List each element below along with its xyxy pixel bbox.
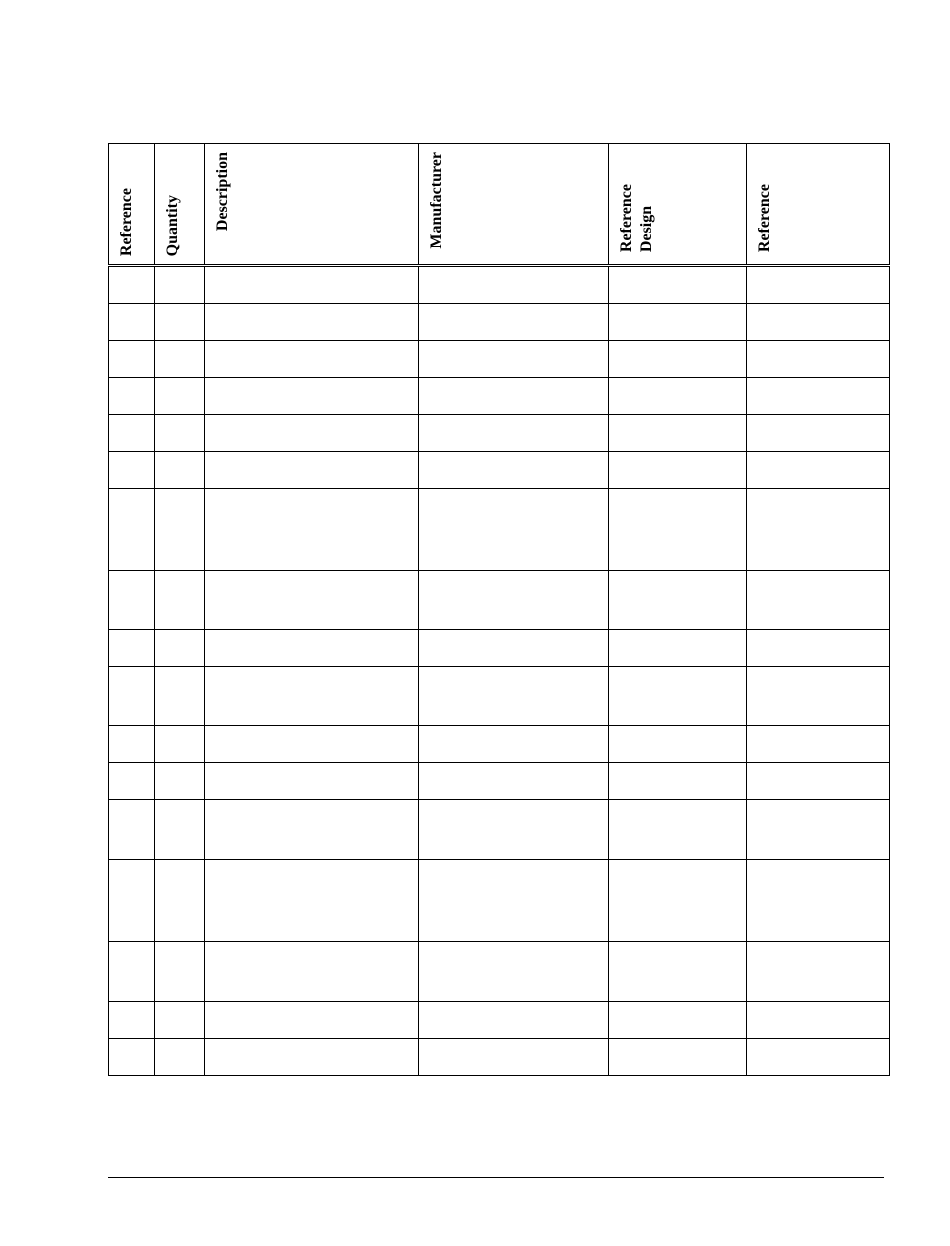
cell [155,1039,205,1076]
table-row [109,1002,890,1039]
table-row [109,266,890,304]
cell [155,571,205,630]
table-row [109,489,890,571]
cell [205,452,419,489]
cell [419,378,609,415]
cell [155,667,205,726]
cell [109,378,155,415]
cell [155,378,205,415]
cell [109,489,155,571]
cell [747,304,890,341]
table-row [109,415,890,452]
cell [205,571,419,630]
cell [609,378,747,415]
table-row [109,1039,890,1076]
table-row [109,378,890,415]
cell [419,571,609,630]
cell [205,378,419,415]
cell [109,304,155,341]
cell [419,304,609,341]
cell [155,341,205,378]
bill-of-materials-table [108,143,890,1076]
header-manufacturer: Manufacturer [419,144,609,266]
cell [155,452,205,489]
cell [747,942,890,1002]
cell [109,860,155,942]
cell [109,800,155,860]
cell [109,266,155,304]
cell [419,667,609,726]
cell [419,266,609,304]
cell [419,800,609,860]
cell [109,1039,155,1076]
cell [609,630,747,667]
cell [205,800,419,860]
header-description: Description [205,144,419,266]
cell [109,571,155,630]
cell [747,763,890,800]
cell [747,452,890,489]
cell [419,763,609,800]
cell [609,452,747,489]
cell [205,304,419,341]
cell [155,630,205,667]
cell [155,800,205,860]
table-row [109,304,890,341]
cell [205,630,419,667]
cell [419,341,609,378]
cell [609,860,747,942]
cell [747,571,890,630]
cell [609,726,747,763]
cell [109,415,155,452]
cell [419,630,609,667]
table-row [109,667,890,726]
cell [205,763,419,800]
cell [155,266,205,304]
cell [419,452,609,489]
cell [205,726,419,763]
cell [109,726,155,763]
cell [747,266,890,304]
cell [109,452,155,489]
cell [205,1002,419,1039]
table-row [109,800,890,860]
table-row [109,860,890,942]
header-reference-design: Reference Design [609,144,747,266]
cell [419,1039,609,1076]
cell [419,1002,609,1039]
cell [205,942,419,1002]
cell [609,800,747,860]
cell [609,489,747,571]
table-row [109,341,890,378]
header-reference: Reference [109,144,155,266]
table-header-row [109,144,890,266]
cell [109,667,155,726]
cell [747,726,890,763]
header-quantity: Quantity [155,144,205,266]
cell [205,266,419,304]
cell [609,266,747,304]
cell [155,942,205,1002]
cell [109,1002,155,1039]
cell [747,489,890,571]
cell [747,1002,890,1039]
cell [419,860,609,942]
cell [747,341,890,378]
cell [609,341,747,378]
table-row [109,452,890,489]
cell [205,341,419,378]
header-reference-2: Reference [747,144,890,266]
cell [609,304,747,341]
cell [155,489,205,571]
cell [109,341,155,378]
cell [155,763,205,800]
cell [747,630,890,667]
cell [155,304,205,341]
cell [609,942,747,1002]
cell [747,1039,890,1076]
cell [109,763,155,800]
cell [155,860,205,942]
cell [609,1002,747,1039]
cell [609,415,747,452]
cell [747,378,890,415]
cell [419,489,609,571]
cell [747,415,890,452]
table-row [109,630,890,667]
cell [609,571,747,630]
table-row [109,763,890,800]
cell [155,415,205,452]
table-row [109,571,890,630]
cell [419,726,609,763]
cell [205,489,419,571]
cell [419,415,609,452]
table-row [109,726,890,763]
cell [747,667,890,726]
table-body [109,266,890,1076]
cell [155,726,205,763]
cell [609,763,747,800]
table-row [109,942,890,1002]
footer-rule [108,1177,884,1178]
cell [609,1039,747,1076]
cell [205,667,419,726]
cell [205,1039,419,1076]
cell [205,860,419,942]
cell [609,667,747,726]
cell [109,630,155,667]
cell [747,800,890,860]
cell [109,942,155,1002]
cell [155,1002,205,1039]
cell [419,942,609,1002]
cell [205,415,419,452]
cell [747,860,890,942]
